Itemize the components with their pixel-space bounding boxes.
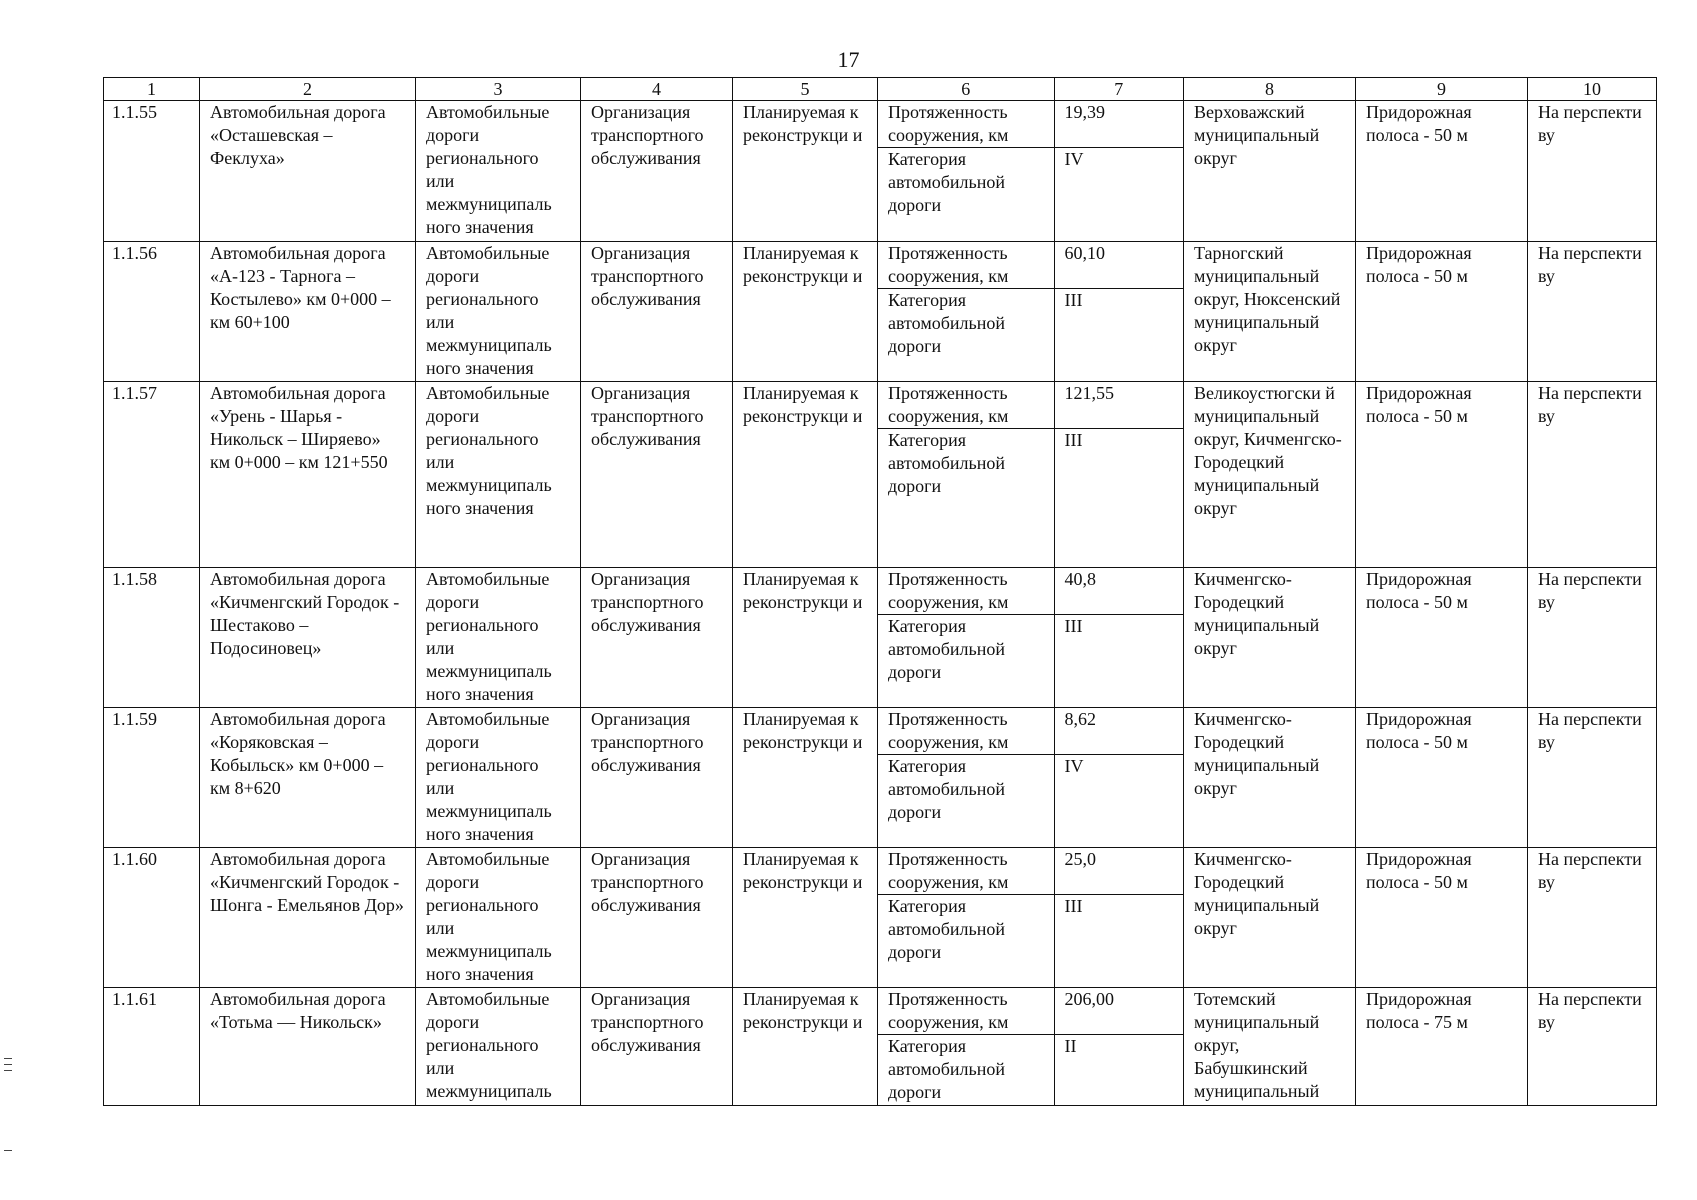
length-value: 40,8 xyxy=(1054,568,1183,615)
characteristics xyxy=(878,242,1184,382)
row-number: 1.1.59 xyxy=(104,708,200,848)
road-purpose: Организация транспортного обслуживания xyxy=(581,242,733,382)
location: Верховажский муниципальный округ xyxy=(1184,101,1356,242)
term: На перспекти ву xyxy=(1528,382,1657,568)
header-cell-6-7 xyxy=(878,78,1184,101)
margin-mark xyxy=(4,1058,12,1059)
header-cell: 1 xyxy=(104,78,200,101)
header-row xyxy=(104,78,1657,101)
length-label: Протяженность сооружения, км xyxy=(878,708,1054,755)
location: Кичменгско-Городецкий муниципальный округ xyxy=(1184,568,1356,708)
protection-zone: Придорожная полоса - 50 м xyxy=(1356,101,1528,242)
row-number: 1.1.55 xyxy=(104,101,200,242)
road-purpose: Организация транспортного обслуживания xyxy=(581,708,733,848)
row-number: 1.1.61 xyxy=(104,988,200,1106)
length-value: 60,10 xyxy=(1054,242,1183,289)
road-type: Автомобильные дороги регионального или межмуниципаль ного значения xyxy=(416,848,581,988)
category-value: IV xyxy=(1054,755,1183,848)
location: Тотемский муниципальный округ, Бабушкинский муниципальный xyxy=(1184,988,1356,1106)
characteristics xyxy=(878,988,1184,1106)
category-label: Категория автомобильной дороги xyxy=(888,149,1005,215)
road-type: Автомобильные дороги регионального или межмуниципаль ного значения xyxy=(416,242,581,382)
category-value: III xyxy=(1054,429,1183,568)
category-value: III xyxy=(1054,895,1183,988)
row-number: 1.1.57 xyxy=(104,382,200,568)
length-label: Протяженность сооружения, км xyxy=(878,101,1054,148)
header-cell: 10 xyxy=(1528,78,1657,101)
table-row xyxy=(104,988,1657,1106)
roads-table xyxy=(103,77,1657,1106)
road-name: Автомобильная дорога «Осташевская – Феклуха» xyxy=(200,101,416,242)
table-row xyxy=(104,101,1657,242)
protection-zone: Придорожная полоса - 75 м xyxy=(1356,988,1528,1106)
road-name: Автомобильная дорога «Кичменгский Городок - Шонга - Емельянов Дор» xyxy=(200,848,416,988)
row-number: 1.1.56 xyxy=(104,242,200,382)
road-type: Автомобильные дороги регионального или межмуниципаль ного значения xyxy=(416,568,581,708)
table-row xyxy=(104,382,1657,568)
road-name: Автомобильная дорога «Кичменгский Городок - Шестаково – Подосиновец» xyxy=(200,568,416,708)
road-name: Автомобильная дорога «Коряковская – Кобыльск» км 0+000 – км 8+620 xyxy=(200,708,416,848)
table-row xyxy=(104,708,1657,848)
category-label: Категория автомобильной дороги xyxy=(888,616,1005,682)
header-cell: 2 xyxy=(200,78,416,101)
road-status: Планируемая к реконструкци и xyxy=(733,382,878,568)
category-label: Категория автомобильной дороги xyxy=(888,430,1005,496)
margin-mark xyxy=(4,1070,12,1071)
road-status: Планируемая к реконструкци и xyxy=(733,988,878,1106)
length-value: 121,55 xyxy=(1054,382,1183,429)
term: На перспекти ву xyxy=(1528,101,1657,242)
road-status: Планируемая к реконструкци и xyxy=(733,708,878,848)
length-label: Протяженность сооружения, км xyxy=(878,568,1054,615)
header-cell: 6 xyxy=(961,79,971,99)
category-label: Категория автомобильной дороги xyxy=(888,896,1005,962)
table-row xyxy=(104,568,1657,708)
length-value: 206,00 xyxy=(1054,988,1183,1035)
category-value: III xyxy=(1054,289,1183,382)
header-cell: 5 xyxy=(733,78,878,101)
protection-zone: Придорожная полоса - 50 м xyxy=(1356,242,1528,382)
page-number: 17 xyxy=(837,47,860,72)
term: На перспекти ву xyxy=(1528,568,1657,708)
category-label: Категория автомобильной дороги xyxy=(888,756,1005,822)
term: На перспекти ву xyxy=(1528,708,1657,848)
margin-mark xyxy=(4,1064,12,1065)
header-cell: 9 xyxy=(1356,78,1528,101)
characteristics xyxy=(878,382,1184,568)
length-label: Протяженность сооружения, км xyxy=(878,242,1054,289)
location: Кичменгско-Городецкий муниципальный округ xyxy=(1184,708,1356,848)
characteristics xyxy=(878,101,1184,242)
length-label: Протяженность сооружения, км xyxy=(878,382,1054,429)
protection-zone: Придорожная полоса - 50 м xyxy=(1356,568,1528,708)
characteristics xyxy=(878,568,1184,708)
category-value: IV xyxy=(1054,148,1183,242)
category-value: II xyxy=(1054,1035,1183,1106)
location: Великоустюгски й муниципальный округ, Кичменгско-Городецкий муниципальный округ xyxy=(1184,382,1356,568)
term: На перспекти ву xyxy=(1528,988,1657,1106)
term: На перспекти ву xyxy=(1528,848,1657,988)
road-purpose: Организация транспортного обслуживания xyxy=(581,848,733,988)
location: Кичменгско-Городецкий муниципальный округ xyxy=(1184,848,1356,988)
road-type: Автомобильные дороги регионального или межмуниципаль ного значения xyxy=(416,708,581,848)
category-label: Категория автомобильной дороги xyxy=(888,1036,1005,1102)
table-row xyxy=(104,242,1657,382)
protection-zone: Придорожная полоса - 50 м xyxy=(1356,382,1528,568)
term: На перспекти ву xyxy=(1528,242,1657,382)
header-cell: 4 xyxy=(581,78,733,101)
protection-zone: Придорожная полоса - 50 м xyxy=(1356,708,1528,848)
length-value: 25,0 xyxy=(1054,848,1183,895)
protection-zone: Придорожная полоса - 50 м xyxy=(1356,848,1528,988)
row-number: 1.1.58 xyxy=(104,568,200,708)
header-cell: 8 xyxy=(1184,78,1356,101)
length-label: Протяженность сооружения, км xyxy=(878,848,1054,895)
characteristics xyxy=(878,848,1184,988)
road-status: Планируемая к реконструкци и xyxy=(733,242,878,382)
road-purpose: Организация транспортного обслуживания xyxy=(581,988,733,1106)
road-status: Планируемая к реконструкци и xyxy=(733,848,878,988)
road-purpose: Организация транспортного обслуживания xyxy=(581,101,733,242)
road-name: Автомобильная дорога «Урень - Шарья - Никольск – Ширяево» км 0+000 – км 121+550 xyxy=(200,382,416,568)
category-label: Категория автомобильной дороги xyxy=(888,290,1005,356)
road-type: Автомобильные дороги регионального или межмуниципаль ного значения xyxy=(416,101,581,242)
row-number: 1.1.60 xyxy=(104,848,200,988)
margin-mark xyxy=(4,1150,12,1151)
road-name: Автомобильная дорога «А-123 - Тарнога – Костылево» км 0+000 – км 60+100 xyxy=(200,242,416,382)
header-cell: 7 xyxy=(1054,78,1183,100)
table-row xyxy=(104,848,1657,988)
road-purpose: Организация транспортного обслуживания xyxy=(581,568,733,708)
road-type: Автомобильные дороги регионального или межмуниципаль xyxy=(416,988,581,1106)
category-value: III xyxy=(1054,615,1183,708)
length-value: 19,39 xyxy=(1054,101,1183,148)
header-cell: 3 xyxy=(416,78,581,101)
characteristics xyxy=(878,708,1184,848)
length-value: 8,62 xyxy=(1054,708,1183,755)
road-status: Планируемая к реконструкци и xyxy=(733,101,878,242)
road-name: Автомобильная дорога «Тотьма — Никольск» xyxy=(200,988,416,1106)
location: Тарногский муниципальный округ, Нюксенский муниципальный округ xyxy=(1184,242,1356,382)
length-label: Протяженность сооружения, км xyxy=(878,988,1054,1035)
road-status: Планируемая к реконструкци и xyxy=(733,568,878,708)
road-purpose: Организация транспортного обслуживания xyxy=(581,382,733,568)
road-type: Автомобильные дороги регионального или межмуниципаль ного значения xyxy=(416,382,581,568)
